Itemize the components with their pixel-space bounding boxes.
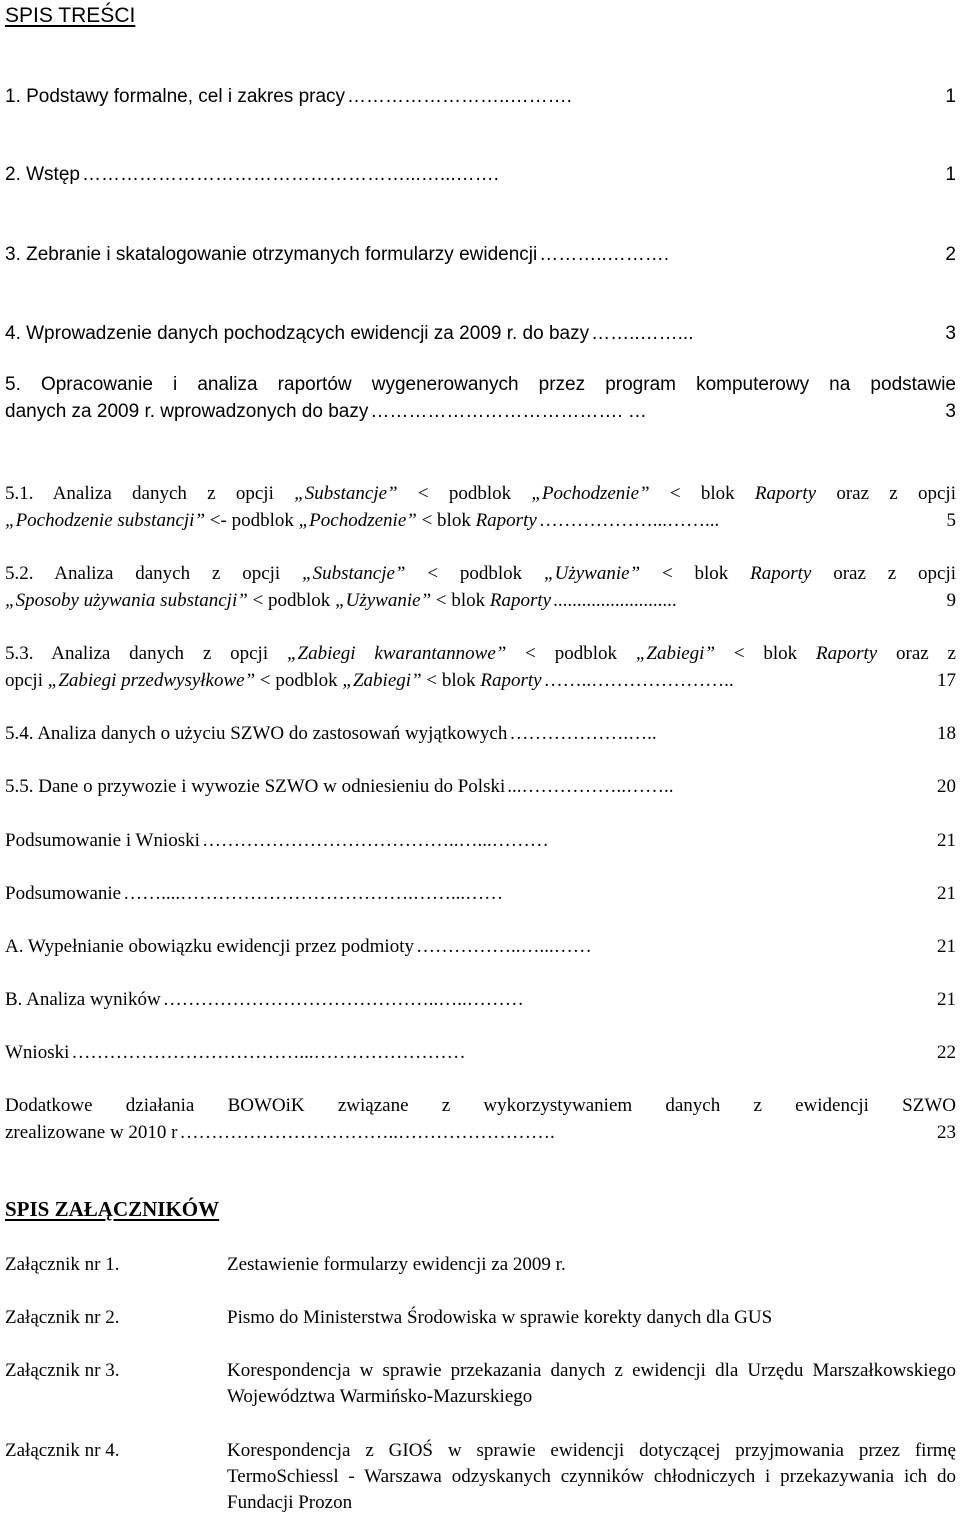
- toc-leader: …………………………………. …: [370, 401, 647, 422]
- toc-entry-3[interactable]: [5, 241, 956, 268]
- annex-description: Korespondencja z GIOŚ w sprawie ewidencji dotyczącej przyjmowania przez firmę TermoSchiessl - Warszawa odzyskanych czynników chłodniczych i przekazywania ich do Fundacji Prozon: [227, 1440, 956, 1513]
- toc-page-number: 18: [937, 723, 956, 744]
- toc-entry-title: 3. Zebranie i skatalogowanie otrzymanych formularzy ewidencji: [5, 244, 538, 265]
- annex-label: Załącznik nr 2.: [5, 1307, 120, 1328]
- toc-entry-5[interactable]: [5, 371, 956, 425]
- toc-entry-1[interactable]: [5, 83, 956, 110]
- toc-entry-summary-conclusions[interactable]: [5, 827, 956, 854]
- annex-description: Zestawienie formularzy ewidencji za 2009 r.: [227, 1254, 566, 1275]
- annex-item-3: [5, 1358, 956, 1410]
- toc-entry-bowoik[interactable]: [5, 1092, 956, 1146]
- toc-leader: ……..……...: [591, 323, 694, 344]
- annex-description: Pismo do Ministerstwa Środowiska w sprawie korekty danych dla GUS: [227, 1307, 773, 1328]
- toc-leader: ………..……….: [539, 244, 670, 265]
- toc-entry-title: 2. Wstęp: [5, 164, 80, 185]
- toc-entry-conclusions[interactable]: [5, 1039, 956, 1066]
- toc-entry-title: 1. Podstawy formalne, cel i zakres pracy: [5, 86, 346, 107]
- toc-page-number: 2: [945, 244, 956, 265]
- toc-entry-title: Podsumowanie: [5, 883, 122, 904]
- toc-subentry-5-5[interactable]: [5, 773, 956, 800]
- annex-heading: SPIS ZAŁĄCZNIKÓW: [5, 1197, 220, 1221]
- toc-leader: ..........................: [553, 590, 677, 611]
- toc-leader: ……....……………………………….……...……: [123, 883, 504, 904]
- toc-leader: ……..…………………..: [543, 670, 734, 691]
- toc-entry-4[interactable]: [5, 320, 956, 347]
- toc-entry-title: B. Analiza wyników: [5, 989, 161, 1010]
- toc-entry-title: Wnioski: [5, 1042, 70, 1063]
- toc-page-number: 22: [937, 1042, 956, 1063]
- toc-entry-title: 5.4. Analiza danych o użyciu SZWO do zastosowań wyjątkowych: [5, 723, 508, 744]
- toc-entry-title: 5.5. Dane o przywozie i wywozie SZWO w odniesieniu do Polski: [5, 776, 506, 797]
- toc-entry-b[interactable]: [5, 986, 956, 1013]
- annex-item-4: [5, 1438, 956, 1516]
- toc-entry-title-line1: 5. Opracowanie i analiza raportów wygenerowanych przez program komputerowy na podstawie: [5, 374, 956, 395]
- toc-subentry-line2: „Sposoby używania substancji” < podblok „Używanie” < blok Raporty .......................... 9: [5, 587, 956, 614]
- toc-subentry-line2: „Pochodzenie substancji” <- podblok „Pochodzenie” < blok Raporty ………………...……... 5: [5, 507, 956, 534]
- toc-page-number: 20: [937, 776, 956, 797]
- toc-page-number: 23: [937, 1122, 956, 1143]
- toc-leader: …………………………………..…...………: [201, 830, 549, 851]
- toc-page-number: 21: [937, 989, 956, 1010]
- toc-entry-summary[interactable]: [5, 880, 956, 907]
- toc-subentry-5-3[interactable]: [5, 640, 956, 694]
- toc-leader: ……………………………..…………………….: [179, 1122, 555, 1143]
- toc-entry-2[interactable]: [5, 161, 956, 188]
- toc-page-number: 17: [937, 670, 956, 691]
- toc-leader: ………………...……...: [538, 510, 720, 531]
- toc-entry-title: A. Wypełnianie obowiązku ewidencji przez podmioty: [5, 936, 414, 957]
- toc-leader: ……………..…...……: [416, 936, 592, 957]
- toc-leader: ……………………..……….: [347, 86, 572, 107]
- toc-heading: SPIS TREŚCI: [5, 4, 136, 27]
- toc-page-number: 5: [946, 510, 956, 531]
- toc-page-number: 3: [945, 401, 956, 422]
- toc-leader: ……………………………………………...…...…….: [81, 164, 499, 185]
- toc-subentry-line1: 5.3. Analiza danych z opcji „Zabiegi kwarantannowe” < podblok „Zabiegi” < blok Raporty oraz z: [5, 643, 956, 664]
- toc-entry-a[interactable]: [5, 933, 956, 960]
- toc-entry-title: Podsumowanie i Wnioski: [5, 830, 200, 851]
- toc-page-number: 1: [945, 86, 956, 107]
- toc-entry-title: 4. Wprowadzenie danych pochodzących ewidencji za 2009 r. do bazy: [5, 323, 590, 344]
- toc-subentry-line2: opcji „Zabiegi przedwysyłkowe” < podblok „Zabiegi” < blok Raporty ……..………………….. 17: [5, 667, 956, 694]
- annex-label: Załącznik nr 3.: [5, 1360, 120, 1381]
- toc-page-number: 1: [945, 164, 956, 185]
- toc-leader: ...……………..……..: [507, 776, 674, 797]
- annex-item-1: [5, 1252, 956, 1278]
- annex-item-2: [5, 1305, 956, 1331]
- toc-leader: ……………………………………..…..………: [162, 989, 524, 1010]
- toc-page-number: 3: [945, 323, 956, 344]
- annex-description: Korespondencja w sprawie przekazania danych z ewidencji dla Urzędu Marszałkowskiego Województwa Warmińsko-Mazurskiego: [227, 1360, 956, 1407]
- toc-subentry-5-4[interactable]: [5, 720, 956, 747]
- toc-entry-title: danych za 2009 r. wprowadzonych do bazy: [5, 401, 369, 422]
- toc-subentry-5-1[interactable]: [5, 480, 956, 534]
- toc-leader: ………………………………...……………………: [71, 1042, 466, 1063]
- annex-label: Załącznik nr 1.: [5, 1254, 120, 1275]
- toc-page-number: 9: [946, 590, 956, 611]
- toc-entry-title-line1: Dodatkowe działania BOWOiK związane z wykorzystywaniem danych z ewidencji SZWO: [5, 1095, 956, 1116]
- toc-subentry-line1: 5.2. Analiza danych z opcji „Substancje” < podblok „Używanie” < blok Raporty oraz z opcji: [5, 563, 957, 584]
- toc-page-number: 21: [937, 936, 956, 957]
- toc-subentry-5-2[interactable]: [5, 560, 956, 614]
- annex-label: Załącznik nr 4.: [5, 1440, 120, 1461]
- toc-subentry-line1: 5.1. Analiza danych z opcji „Substancje” < podblok „Pochodzenie” < blok Raporty oraz z opcji: [5, 483, 956, 504]
- toc-page-number: 21: [937, 883, 956, 904]
- toc-entry-title: zrealizowane w 2010 r: [5, 1122, 178, 1143]
- toc-page-number: 21: [937, 830, 956, 851]
- toc-leader: ……………….…..: [509, 723, 657, 744]
